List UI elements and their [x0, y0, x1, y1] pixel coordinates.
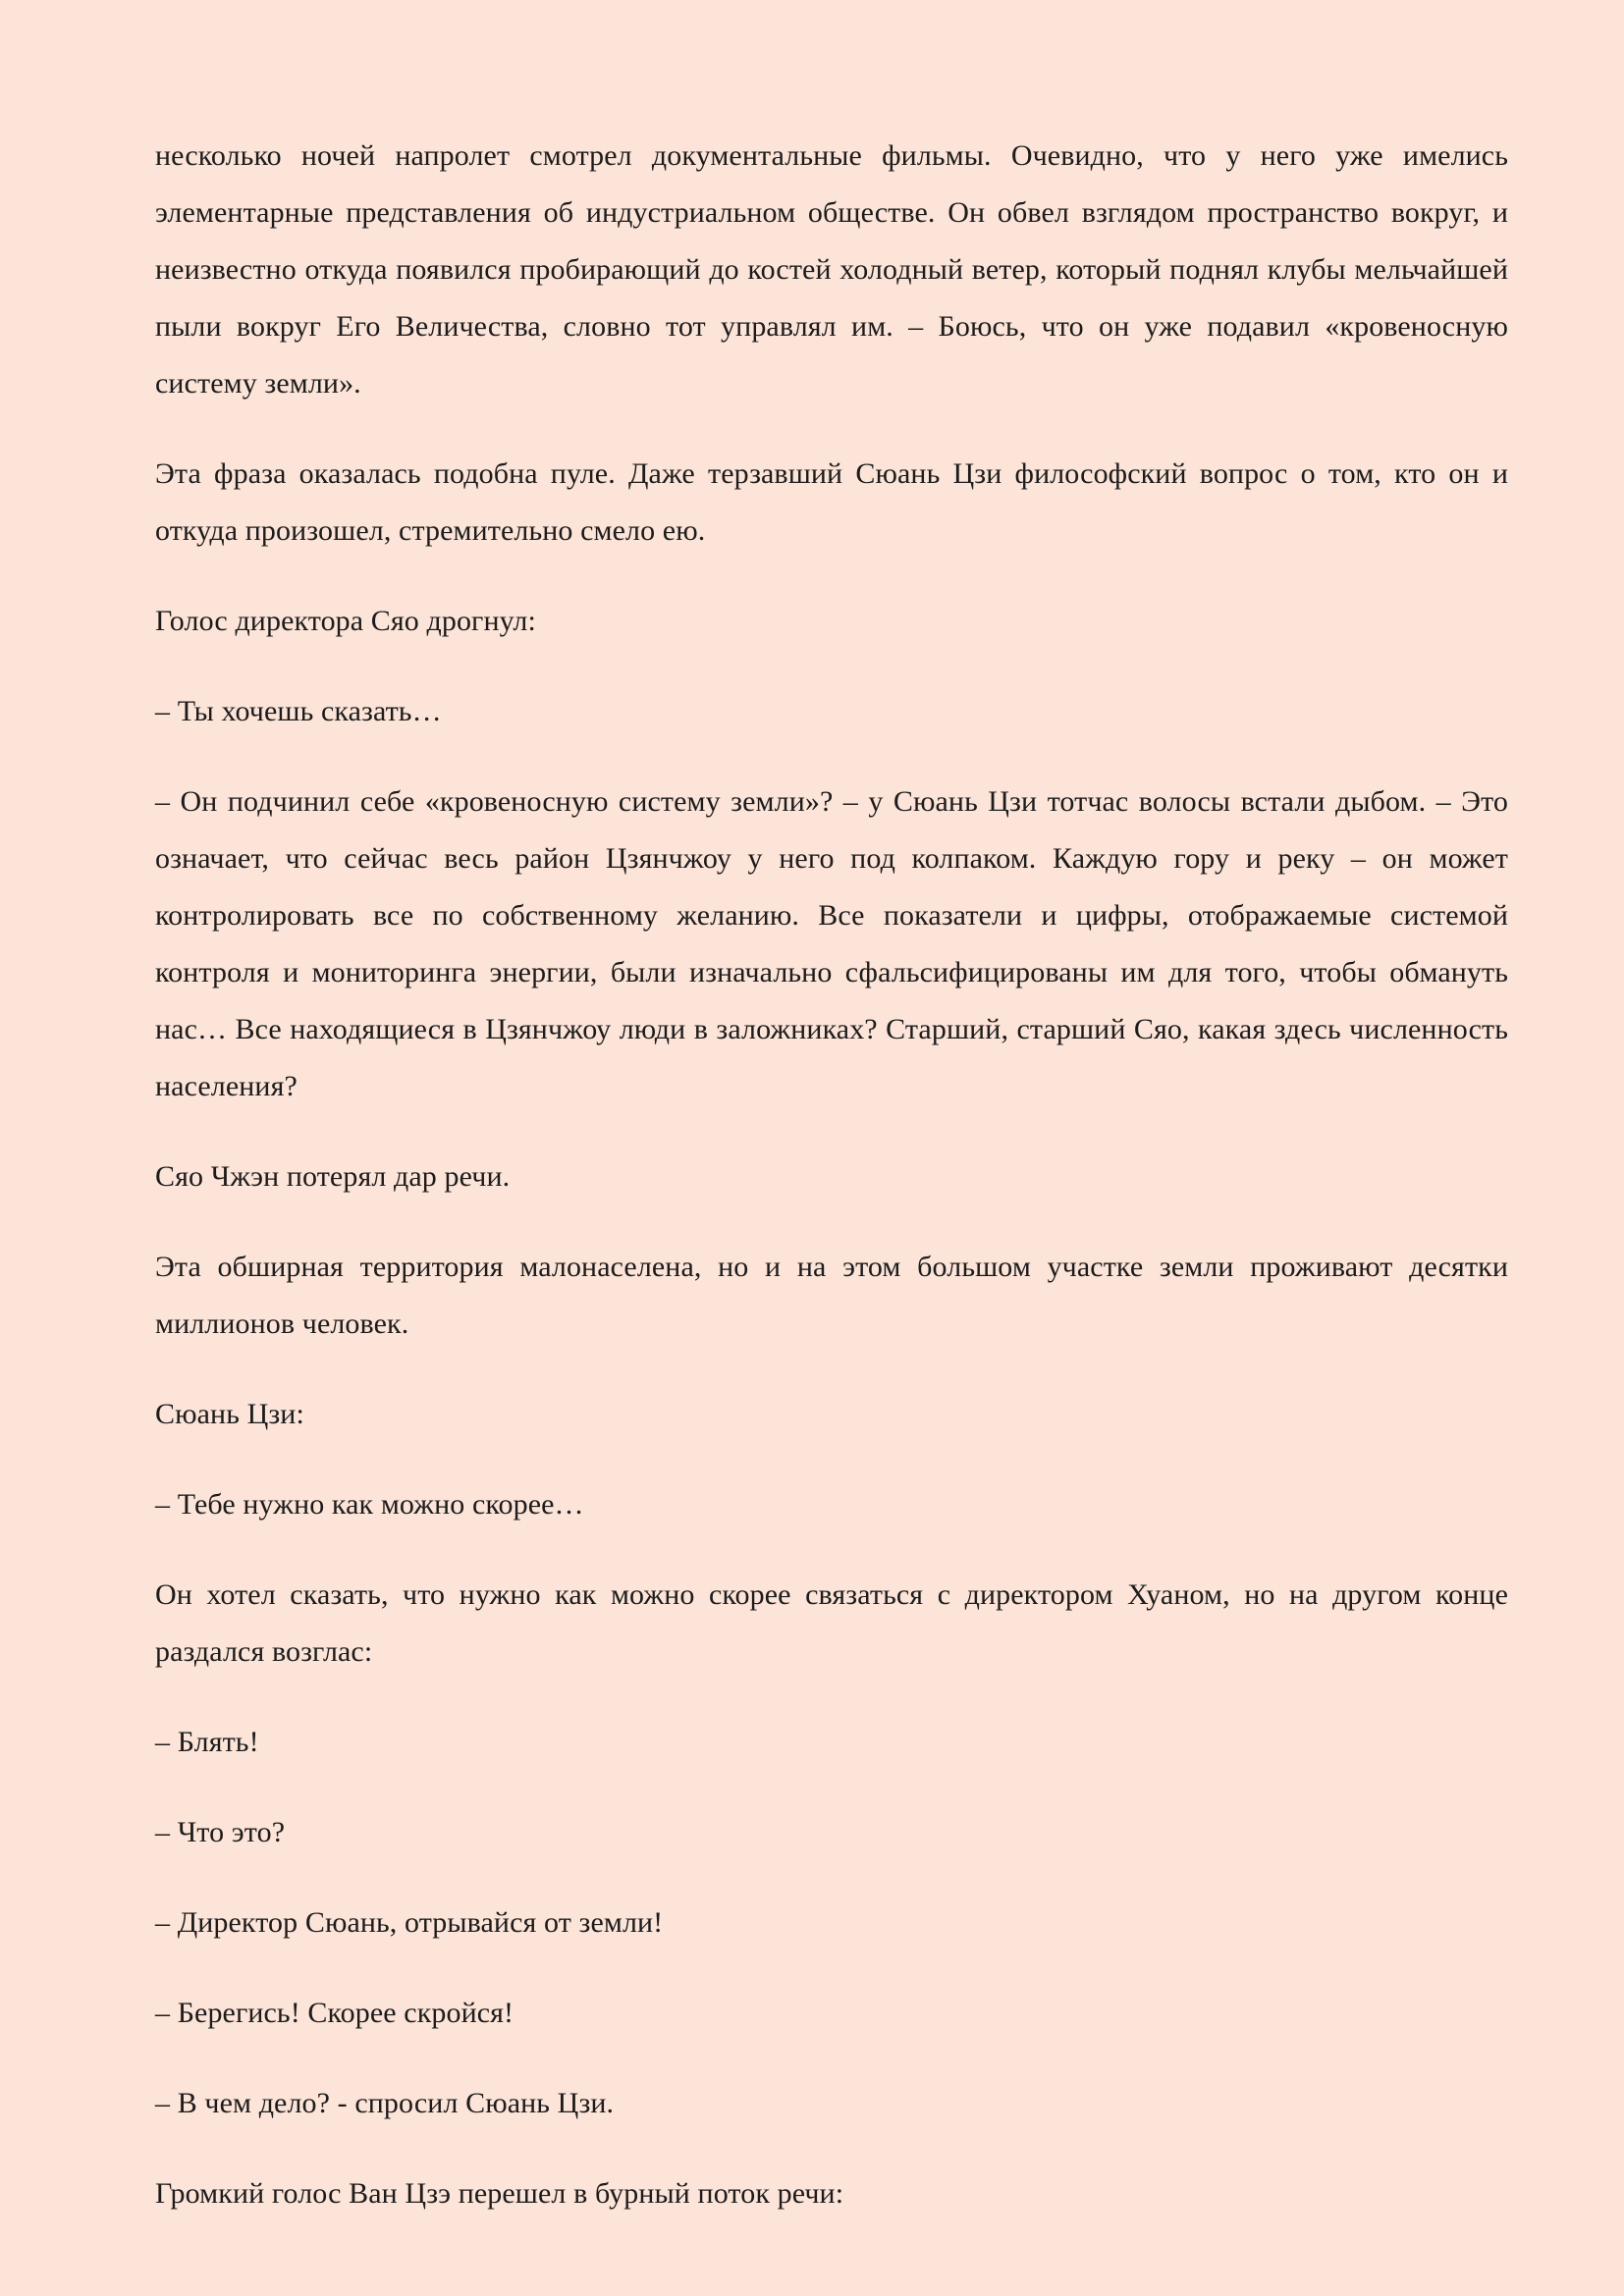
paragraph: – В чем дело? - спросил Сюань Цзи. [155, 2087, 615, 2119]
paragraph: Сяо Чжэн потерял дар речи. [155, 1160, 511, 1193]
document-page [155, 128, 1508, 2256]
paragraph: – Он подчинил себе «кровеносную систему земли»? – у Сюань Цзи тотчас волосы встали дыбом. – Это означает, что сейчас весь район Цзянчжоу у него под колпаком. Каждую гору и реку – он может контролировать все по собственному желанию. Все показатели и цифры, отображаемые системой контроля и мониторинга энергии, были изначально сфальсифицированы им для того, чтобы обмануть нас… Все находящиеся в Цзянчжоу люди в заложниках? Старший, старший Сяо, какая здесь численность населения? [155, 785, 1508, 1102]
paragraph: Он хотел сказать, что нужно как можно скорее связаться с директором Хуаном, но на другом конце раздался возглас: [155, 1578, 1508, 1668]
paragraph: – Ты хочешь сказать… [155, 695, 442, 727]
paragraph: Громкий голос Ван Цзэ перешел в бурный поток речи: [155, 2177, 844, 2210]
paragraph: – Что это? [155, 1816, 286, 1848]
paragraph: – Блять! [155, 1726, 259, 1758]
paragraph: – Берегись! Скорее скройся! [155, 1997, 514, 2029]
paragraph: Голос директора Сяо дрогнул: [155, 605, 536, 637]
paragraph: несколько ночей напролет смотрел документальные фильмы. Очевидно, что у него уже имелись элементарные представления об индустриальном обществе. Он обвел взглядом пространство вокруг, и неизвестно откуда появился пробирающий до костей холодный ветер, который поднял клубы мельчайшей пыли вокруг Его Величества, словно тот управлял им. – Боюсь, что он уже подавил «кровеносную систему земли». [155, 139, 1508, 400]
paragraph: Сюань Цзи: [155, 1398, 304, 1430]
paragraph: – Тебе нужно как можно скорее… [155, 1488, 584, 1521]
paragraph: Эта обширная территория малонаселена, но и на этом большом участке земли проживают десятки миллионов человек. [155, 1251, 1508, 1340]
paragraph: Эта фраза оказалась подобна пуле. Даже терзавший Сюань Цзи философский вопрос о том, кто он и откуда произошел, стремительно смело ею. [155, 457, 1508, 547]
paragraph: – Директор Сюань, отрывайся от земли! [155, 1906, 664, 1939]
